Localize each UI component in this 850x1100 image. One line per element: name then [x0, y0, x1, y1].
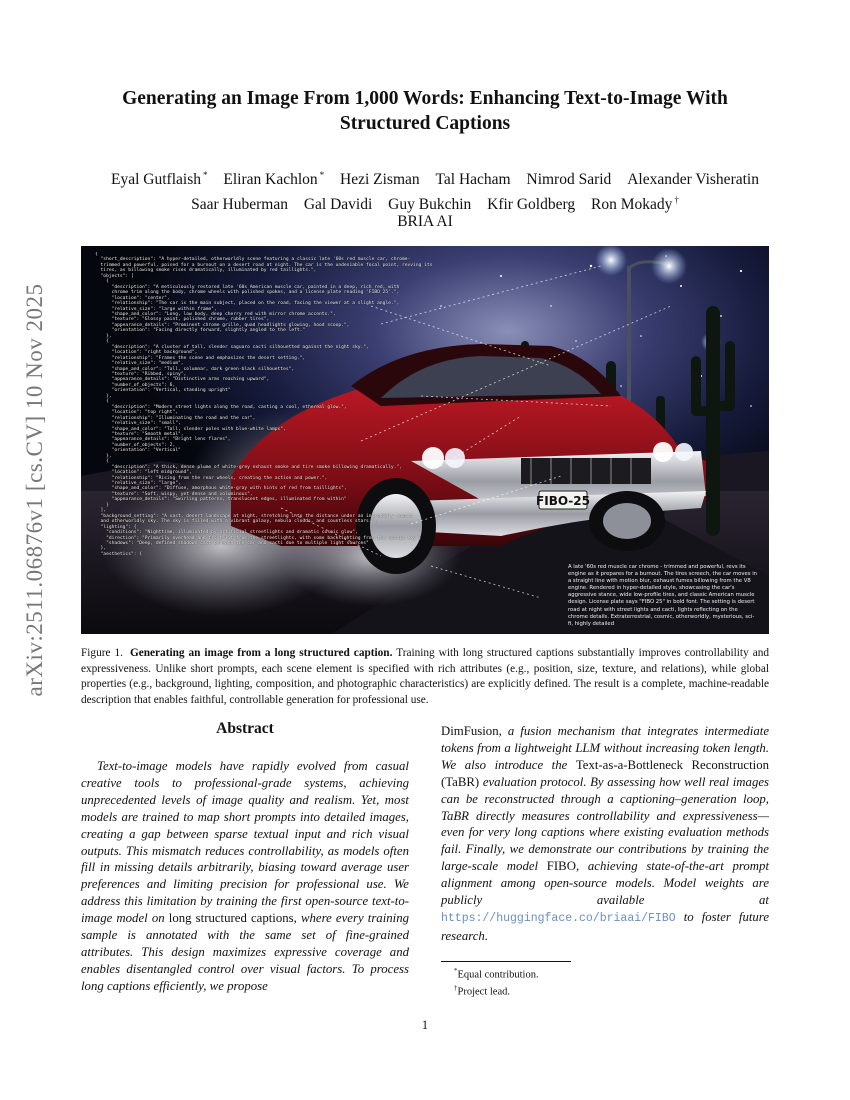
json-line: "appearance_details": "Swirling patterns, translucent edges, illuminated from within" [95, 497, 347, 503]
abstract-heading: Abstract [216, 720, 274, 737]
json-line: "number_of_objects": 2, [95, 442, 176, 448]
author-row-1 [80, 165, 790, 190]
title-line-1: Generating an Image From 1,000 Words: Enhancing Text-to-Image With [122, 88, 728, 109]
json-line: "shape_and_color": "Long, low body, deep cherry red with mirror chrome accents.", [95, 311, 336, 317]
abstract-column-left [81, 758, 409, 995]
author [191, 196, 288, 213]
author-name: Alexander Visheratin [627, 171, 759, 189]
json-line: "relationship": "Frames the scene and emphasizes the desert setting.", [95, 355, 306, 361]
json-line: "shadows": "Deep, defined shadows cast beneath the car and cacti due to multiple light sources" [95, 541, 369, 547]
json-line: "shape_and_color": "Tall, slender poles with blue-white lamps", [95, 426, 286, 432]
json-line: }, [95, 333, 112, 339]
abstract-text: , a fusion mechanism that integrates intermediate tokens from a lightweight LLM without increasing token length. We also introduce the [441, 724, 769, 772]
abstract-text: to foster future research. [441, 909, 769, 943]
paper-title [100, 86, 750, 136]
author-name: Saar Huberman [191, 196, 288, 214]
json-line: "relationship": "The car is the main subject, placed on the road, facing the viewer at a slight angle.", [95, 301, 400, 307]
json-line: tires, as billowing smoke rises dramatically, illuminated by red taillights.", [95, 268, 317, 274]
json-line: "shape_and_color": "Tall, columnar, dark green-black silhouettes", [95, 366, 295, 372]
author [304, 196, 372, 213]
author-name: Gal Davidi [303, 196, 373, 214]
json-line: "location": "center", [95, 295, 170, 301]
json-line: } [95, 502, 109, 508]
author [436, 171, 511, 188]
json-line: "number_of_objects": 6, [95, 382, 176, 388]
author [223, 171, 324, 188]
author-row-2 [80, 190, 790, 215]
author [487, 196, 575, 213]
json-line: "orientation": "Vertical" [95, 448, 181, 454]
json-line: "relationship": "Rising from the rear wheels, creating the action and power.", [95, 475, 328, 481]
abstract-term: FIBO [546, 859, 576, 874]
arxiv-stamp [10, 280, 60, 700]
json-line: { [95, 339, 109, 345]
abstract-term: Text-as-a-Bottleneck Reconstruction (TaBR) [441, 757, 769, 789]
json-line: { [95, 459, 109, 465]
author [388, 196, 471, 213]
footnote-mark: * [454, 967, 458, 975]
footnote-text: Equal contribution. [457, 969, 539, 981]
author [111, 171, 207, 188]
abstract-term: long structured captions [168, 911, 294, 926]
footnotes [454, 965, 539, 998]
json-line: "relative_size": "large", [95, 481, 181, 487]
abstract-text: evaluation protocol. By assessing how well real images can be reconstructed through a captioning–generation loop, TaBR directly measures controllability and expressiveness—even for very long captions where existing evaluation methods fail. Finally, we demonstrate our contributions by training the large-scale model [441, 774, 770, 874]
footnote-rule [441, 961, 571, 962]
author-name: Eliran Kachlon [223, 171, 318, 189]
author-mark: * [319, 170, 325, 180]
json-line: { [95, 399, 109, 405]
json-line: "background_setting": "A vast, desert landscape at night, stretching into the distance under an incredibly cosmic [95, 513, 414, 519]
json-line: and otherworldly sky. The sky is filled with a vibrant galaxy, nebula clouds, and countless stars.", [95, 519, 378, 525]
author-name: Ron Mokady [590, 196, 673, 214]
json-line: "texture": "Soft, wispy, yet dense and voluminous", [95, 491, 253, 497]
page-number: 1 [421, 1018, 429, 1032]
json-line: "direction": "Primarily overhead and front-lit from the streetlights, with some backlighting from the cosmic sky", [95, 535, 422, 541]
json-line: "aesthetics": { [95, 551, 143, 557]
license-plate: FIBO-25 [536, 494, 590, 508]
footnote [454, 965, 539, 982]
author-name: Nimrod Sarid [526, 171, 612, 189]
json-line: ], [95, 508, 107, 514]
json-line: "shape_and_color": "Diffuse, amorphous white-gray with hints of red from taillights", [95, 486, 347, 492]
json-line: "appearance_details": "Prominent chrome grille, quad headlights glowing, hood scoop.", [95, 322, 350, 328]
json-line: "short_description": "A hyper-detailed, otherworldly scene featuring a classic late '60s red muscle car, chrome- [95, 257, 411, 263]
json-line: "orientation": "Vertical, standing upright" [95, 388, 231, 394]
arxiv-stamp-text: arXiv:2511.06876v1 [cs.CV] 10 Nov 2025 [22, 283, 47, 697]
json-line: chrome trim along the body, chrome wheels with polished spokes, and a license plate reading 'FIBO 25'.", [95, 290, 400, 296]
json-line: "description": "A cluster of tall, slender saguaro cacti silhouetted against the night sky.", [95, 344, 369, 350]
json-line: }, [95, 393, 112, 399]
json-line: "relative_size": "large within frame", [95, 306, 217, 312]
json-line: "orientation": "Facing directly forward, slightly angled to the left." [95, 328, 306, 334]
json-line: "description": "Modern street lights along the road, casting a cool, ethereal glow.", [95, 404, 347, 410]
json-line: "appearance_details": "Bright lens flares", [95, 437, 231, 443]
abstract-text: , where every training sample is annotated with the same set of fine-grained attributes. This design maximizes expressive coverage and enables disentangled control over visual factors. To process long captions efficiently, we propose [81, 911, 409, 993]
author-name: Guy Bukchin [388, 196, 472, 214]
affiliation: BRIA AI [397, 213, 453, 230]
json-line: { [95, 252, 98, 257]
author [340, 171, 420, 188]
caption-title: Generating an image from a long structured caption. [129, 647, 393, 659]
figure-1-image [81, 246, 769, 634]
author-name: Hezi Zisman [340, 171, 420, 189]
author [527, 171, 612, 188]
json-line: "objects": [ [95, 273, 134, 279]
author-list [80, 165, 790, 215]
json-line: "texture": "Ribbed, spiny", [95, 371, 187, 377]
json-line: trimmed and powerful, poised for a burnout on a desert road at night. The car is the undeniable focal point, revving its [95, 262, 433, 268]
caption-text: Training with long structured captions substantially improves controllability and expressiveness. Unlike short prompts, each scene element is specified with rich attributes (e.g., position, size, texture, and relations), while global properties (e.g., background, lighting, composition, and photographic characteristics) are explicitly defined. The result is a complete, machine-readable description that enables faithful, controllable generation for professional use. [81, 647, 770, 706]
json-line: "location": "right background", [95, 350, 198, 356]
author-name: Eyal Gutflaish [111, 171, 201, 189]
abstract-text: Text-to-image models have rapidly evolved from casual creative tools to professional-grade systems, achieving unprecedented levels of image quality and realism. Yet, most models are trained to map short prompts into detailed images, creating a gap between sparse textual input and rich visual outputs. This mismatch reduces controllability, as models often fill in missing details arbitrarily, biasing toward average user preferences and limiting precision for professional use. We address this limitation by training the first open-source text-to-image model on [81, 759, 409, 926]
abstract-text: , achieving state-of-the-art prompt alignment among open-source models. Model weights are publicly available at [441, 859, 769, 908]
json-line: "appearance_details": "Distinctive arms reaching upward", [95, 377, 270, 383]
caption-label: Figure 1. [81, 647, 123, 659]
json-line: "location": "top right", [95, 410, 178, 416]
figure-caption [81, 646, 769, 708]
json-line: "lighting": { [95, 524, 137, 530]
json-line: { [95, 279, 109, 285]
json-line: "location": "left midground", [95, 470, 192, 476]
short-caption-overlay: A late '60s red muscle car chrome - trimmed and powerful, revs its engine as it prepares for a burnout. The tires screech, the car moves in a straight line with motion blur, exhaust fumes billowing from the V8 engine. Rendered in hyper-detailed style, showcasing the car's aggressive stance, wide low-profile tires, and classic American muscle design. License plate says "FIBO 25" in bold font. The setting is desert road at night with street lights and cacti, lights reflecting on the chrome details. Extraterrestrial, cosmic, otherworldly, mysterious, sci-fi, highly detailed [568, 564, 758, 627]
json-line: "relative_size": "small", [95, 421, 181, 427]
footnote-mark: † [454, 983, 458, 992]
abstract-column-right [441, 723, 769, 945]
json-line: }, [95, 453, 112, 459]
title-line-2: Structured Captions [339, 113, 511, 134]
json-line: "description": "A meticulously restored late '60s American muscle car, painted in a deep, rich red, with [95, 284, 400, 290]
abstract-term: DimFusion [441, 724, 499, 738]
author-name: Kfir Goldberg [487, 196, 576, 214]
author-name: Tal Hacham [435, 171, 511, 189]
footnote [454, 982, 539, 999]
json-line: "conditions": "Nighttime, illuminated by artificial streetlights and dramatic cosmic glow", [95, 530, 358, 536]
json-line: }, [95, 546, 107, 552]
json-line: "relationship": "Illuminating the road and the car", [95, 415, 256, 421]
author-mark: * [203, 170, 208, 180]
author-mark: † [674, 195, 679, 206]
json-line: "texture": "Glossy paint, polished chrome, rubber tires", [95, 317, 270, 323]
footnote-text: Project lead. [457, 986, 510, 997]
json-line: "description": "A thick, dense plume of white-grey exhaust smoke and tire smoke billowing dramatically.", [95, 464, 402, 470]
author [591, 196, 679, 213]
json-line: "texture": "Smooth metal", [95, 431, 184, 437]
author [627, 171, 759, 188]
model-weights-link[interactable]: https://huggingface.co/briaai/FIBO [441, 911, 676, 925]
json-line: "relative_size": "medium", [95, 361, 184, 367]
